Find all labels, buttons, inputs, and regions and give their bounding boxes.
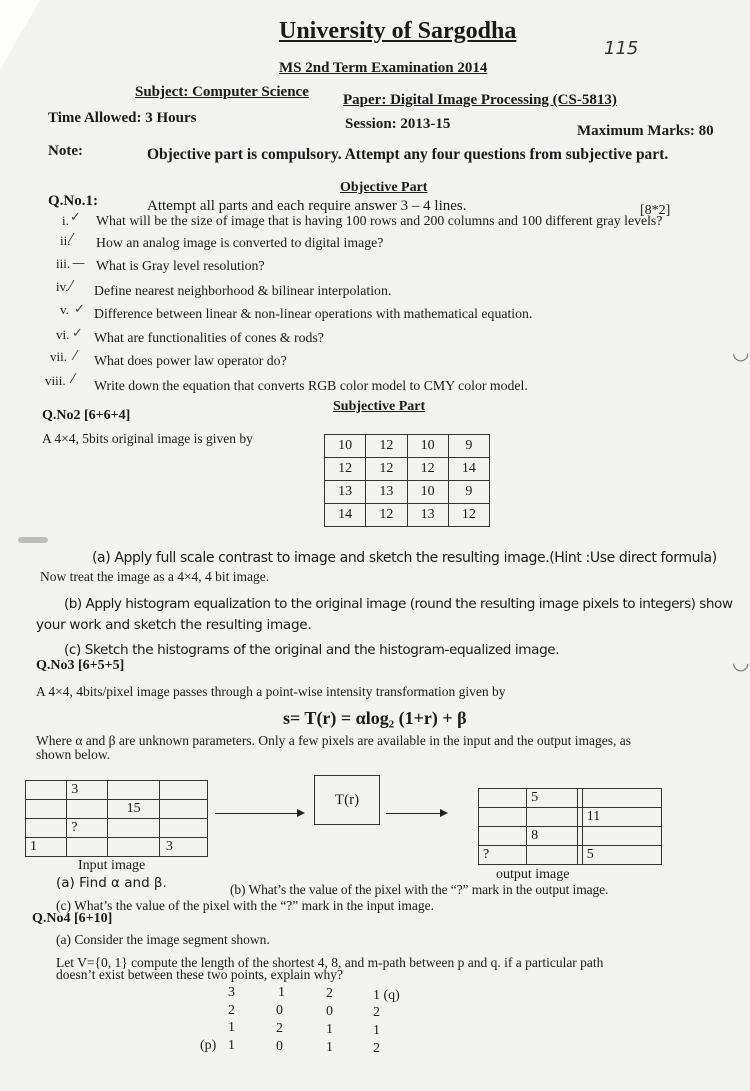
grid-cell — [108, 781, 160, 800]
tick-mark-icon: — — [72, 256, 85, 271]
tick-mark-icon: ⁄ — [74, 349, 77, 364]
matrix-cell: 12 — [325, 458, 366, 481]
q3-part-a: (a) Find α and β. — [56, 875, 167, 891]
matrix-cell: 12 — [407, 458, 448, 481]
objective-item-8-number: viii. — [45, 373, 66, 388]
subjective-heading: Subjective Part — [333, 399, 426, 414]
objective-item-7-number: vii. — [50, 349, 67, 364]
grid-cell: 11 — [582, 808, 661, 827]
segment-label-p: (p) — [200, 1038, 217, 1053]
tick-mark-icon: ⁄ — [70, 232, 73, 247]
grid-cell — [159, 819, 207, 838]
tick-mark-icon: ⁄ — [70, 279, 73, 294]
q2-label: Q.No2 [6+6+4] — [42, 408, 131, 423]
margin-mark-icon: ◡ — [732, 340, 750, 364]
input-image-caption: Input image — [78, 858, 146, 873]
objective-item-3-number: iii. — [56, 256, 71, 271]
exam-title: MS 2nd Term Examination 2014 — [279, 60, 488, 76]
q1-marks: [8*2] — [640, 203, 671, 218]
transform-box: T(r) — [314, 775, 380, 825]
objective-item-5-number: v. — [60, 302, 69, 317]
grid-cell — [159, 781, 207, 800]
q2-intro: A 4×4, 5bits original image is given by — [42, 431, 253, 446]
grid-cell: 8 — [527, 827, 578, 846]
grid-cell — [479, 808, 527, 827]
q1-instruction: Attempt all parts and each require answer 3 – 4 lines. — [147, 198, 467, 214]
grid-cell — [26, 781, 67, 800]
q2-part-c: (c) Sketch the histograms of the original and the histogram-equalized image. — [64, 642, 560, 658]
objective-item-6-number: vi. — [56, 327, 70, 342]
grid-cell — [527, 846, 578, 865]
matrix-cell: 10 — [407, 435, 448, 458]
matrix-cell: 12 — [366, 435, 407, 458]
grid-cell — [108, 819, 160, 838]
objective-item-1: What will be the size of image that is having 100 rows and 200 columns and 100 different gray levels? — [96, 213, 663, 228]
q4-part-a: (a) Consider the image segment shown. — [56, 932, 270, 947]
q2-image-matrix — [324, 434, 490, 527]
matrix-cell: 14 — [325, 504, 366, 527]
q3-input-image-grid — [25, 780, 208, 857]
grid-cell: 5 — [582, 846, 661, 865]
arrow-right-icon — [386, 813, 446, 814]
q2-part-b-line1: (b) Apply histogram equalization to the original image (round the resulting image pixels to integers) show — [64, 596, 733, 612]
segment-value: 2 — [373, 1041, 380, 1056]
q2-part-b-line2: your work and sketch the resulting image. — [36, 617, 312, 633]
grid-cell: ? — [67, 819, 108, 838]
q3-where-line1: Where α and β are unknown parameters. Only a few pixels are available in the input and the output images, as — [36, 733, 631, 748]
q1-label: Q.No.1: — [48, 193, 98, 209]
university-title: University of Sargodha — [279, 18, 517, 44]
grid-cell: 3 — [159, 838, 207, 857]
q3-output-image-grid — [478, 788, 662, 865]
grid-cell: 15 — [108, 800, 160, 819]
grid-cell — [582, 789, 661, 808]
grid-cell — [479, 789, 527, 808]
segment-value: 1 — [228, 1038, 235, 1053]
grid-cell: 3 — [67, 781, 108, 800]
segment-value: 2 — [228, 1003, 235, 1018]
matrix-cell: 12 — [448, 504, 489, 527]
grid-cell — [159, 800, 207, 819]
subject-label: Subject: Computer Science — [135, 84, 309, 100]
matrix-cell: 13 — [325, 481, 366, 504]
tick-mark-icon: ✓ — [70, 210, 81, 225]
matrix-cell: 10 — [325, 435, 366, 458]
grid-cell — [26, 800, 67, 819]
time-allowed: Time Allowed: 3 Hours — [48, 110, 197, 126]
q3-part-c: (c) What’s the value of the pixel with the “?” mark in the input image. — [56, 898, 434, 913]
grid-cell — [582, 827, 661, 846]
q2-part-a: (a) Apply full scale contrast to image and sketch the resulting image.(Hint :Use direct formula) — [92, 550, 717, 566]
q2-treat: Now treat the image as a 4×4, 4 bit image. — [40, 569, 270, 584]
grid-cell: 5 — [527, 789, 578, 808]
session: Session: 2013-15 — [345, 116, 451, 132]
note-label: Note: — [48, 143, 83, 159]
objective-item-2-number: ii. — [60, 233, 71, 248]
matrix-cell: 10 — [407, 481, 448, 504]
objective-item-5: Difference between linear & non-linear operations with mathematical equation. — [94, 306, 533, 321]
segment-value: 1 — [278, 985, 285, 1000]
matrix-cell: 13 — [366, 481, 407, 504]
objective-heading: Objective Part — [340, 180, 428, 195]
segment-value: 1 — [373, 1023, 380, 1038]
tick-mark-icon: ⁄ — [72, 372, 75, 387]
matrix-cell: 14 — [448, 458, 489, 481]
tick-mark-icon: ✓ — [74, 302, 85, 317]
matrix-cell: 13 — [407, 504, 448, 527]
matrix-cell: 9 — [448, 435, 489, 458]
q3-label: Q.No3 [6+5+5] — [36, 658, 125, 673]
maximum-marks: Maximum Marks: 80 — [577, 123, 714, 139]
objective-item-7: What does power law operator do? — [94, 353, 287, 368]
segment-value: 1 — [326, 1022, 333, 1037]
grid-cell — [479, 827, 527, 846]
arrow-right-icon — [215, 813, 303, 814]
objective-item-6: What are functionalities of cones & rods? — [94, 330, 324, 345]
matrix-cell: 9 — [448, 481, 489, 504]
segment-value: 1 — [228, 1020, 235, 1035]
handwritten-number: 115 — [604, 38, 639, 59]
segment-value: 2 — [373, 1005, 380, 1020]
q3-intro: A 4×4, 4bits/pixel image passes through a point-wise intensity transformation given by — [36, 684, 506, 699]
objective-item-3: What is Gray level resolution? — [96, 258, 265, 273]
folded-corner — [0, 0, 40, 70]
matrix-cell: 12 — [366, 504, 407, 527]
grid-cell — [26, 819, 67, 838]
grid-cell — [108, 838, 160, 857]
q4-text-line1: Let V={0, 1} compute the length of the shortest 4, 8, and m-path between p and q. if a particular path — [56, 955, 604, 970]
q3-formula: s= T(r) = αlog₂ (1+r) + β — [283, 708, 467, 728]
q3-where-line2: shown below. — [36, 747, 111, 762]
tick-mark-icon: ✓ — [72, 326, 83, 341]
segment-value: 1 — [326, 1040, 333, 1055]
objective-item-1-number: i. — [62, 213, 69, 228]
segment-value: 0 — [276, 1039, 283, 1054]
segment-value: 2 — [326, 986, 333, 1001]
grid-cell — [527, 808, 578, 827]
grid-cell — [67, 800, 108, 819]
objective-item-4: Define nearest neighborhood & bilinear interpolation. — [94, 283, 392, 298]
note-text: Objective part is compulsory. Attempt any four questions from subjective part. — [147, 146, 669, 163]
q4-label: Q.No4 [6+10] — [32, 911, 113, 926]
q3-part-b: (b) What’s the value of the pixel with the “?” mark in the output image. — [230, 882, 609, 897]
segment-value: 3 — [228, 985, 235, 1000]
segment-value: 2 — [276, 1021, 283, 1036]
objective-item-8: Write down the equation that converts RGB color model to CMY color model. — [94, 378, 528, 393]
grid-cell: 1 — [26, 838, 67, 857]
objective-item-2: How an analog image is converted to digital image? — [96, 235, 384, 250]
segment-value: 0 — [276, 1003, 283, 1018]
segment-value: 0 — [326, 1004, 333, 1019]
grid-cell — [67, 838, 108, 857]
objective-item-4-number: iv. — [56, 279, 69, 294]
margin-smudge — [18, 537, 48, 543]
grid-cell: ? — [479, 846, 527, 865]
output-image-caption: output image — [496, 867, 570, 882]
segment-value: 1 (q) — [373, 988, 400, 1003]
paper-label: Paper: Digital Image Processing (CS-5813) — [343, 92, 617, 108]
matrix-cell: 12 — [366, 458, 407, 481]
margin-mark-icon: ◡ — [732, 650, 750, 674]
q4-text-line2: doesn’t exist between these two points, explain why? — [56, 967, 343, 982]
